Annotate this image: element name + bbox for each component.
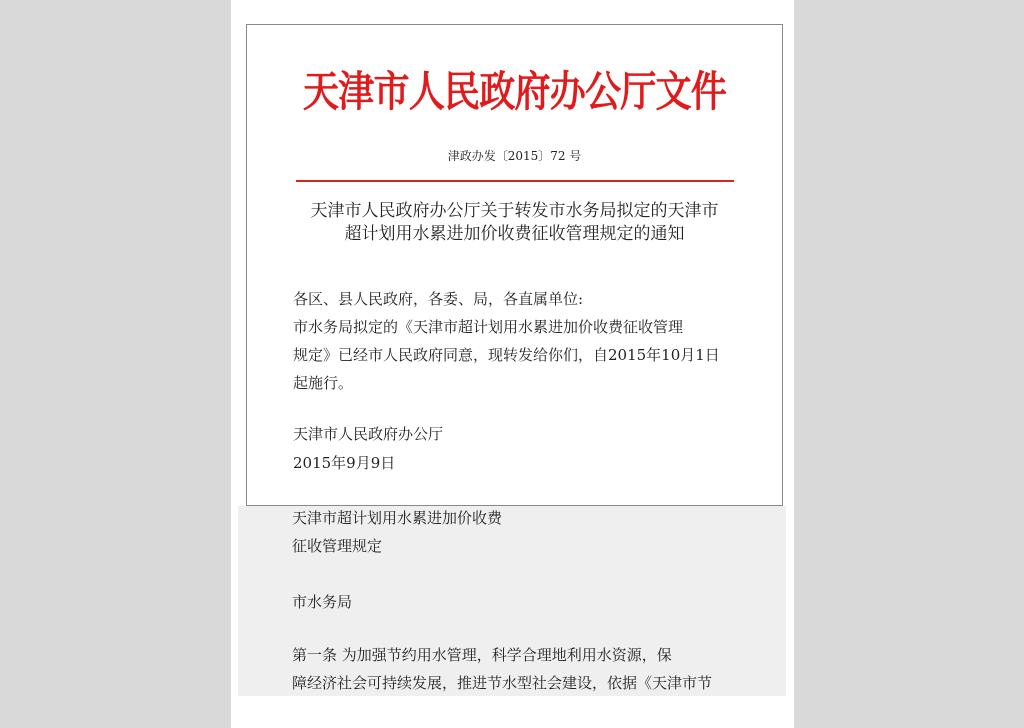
document-title-line: 超计划用水累进加价收费征收管理规定的通知 <box>344 224 685 244</box>
document-number: 津政办发〔2015〕72 号 <box>447 149 582 163</box>
article-line: 第一条 为加强节约用水管理，科学合理地利用水资源，保 <box>292 646 672 664</box>
document-title-line: 天津市人民政府办公厅关于转发市水务局拟定的天津市 <box>310 201 719 221</box>
article-line: 障经济社会可持续发展，推进节水型社会建设，依据《天津市节 <box>292 674 713 692</box>
signature: 天津市人民政府办公厅 <box>293 425 444 443</box>
salutation: 各区、县人民政府，各委、局，各直属单位: <box>293 290 584 308</box>
body-line: 市水务局拟定的《天津市超计划用水累进加价收费征收管理 <box>293 318 684 336</box>
issue-date: 2015年9月9日 <box>293 454 396 472</box>
body-line: 起施行。 <box>293 374 354 392</box>
document-masthead: 天津市人民政府办公厅文件 <box>302 67 727 116</box>
notice-card <box>246 24 783 506</box>
red-divider <box>296 180 734 182</box>
document-title <box>247 200 782 246</box>
attachment-title-line: 天津市超计划用水累进加价收费 <box>292 509 503 527</box>
attachment-issuer: 市水务局 <box>292 593 353 611</box>
body-line: 规定》已经市人民政府同意，现转发给你们，自2015年10月1日 <box>293 346 720 364</box>
attachment-title-line: 征收管理规定 <box>292 537 383 555</box>
